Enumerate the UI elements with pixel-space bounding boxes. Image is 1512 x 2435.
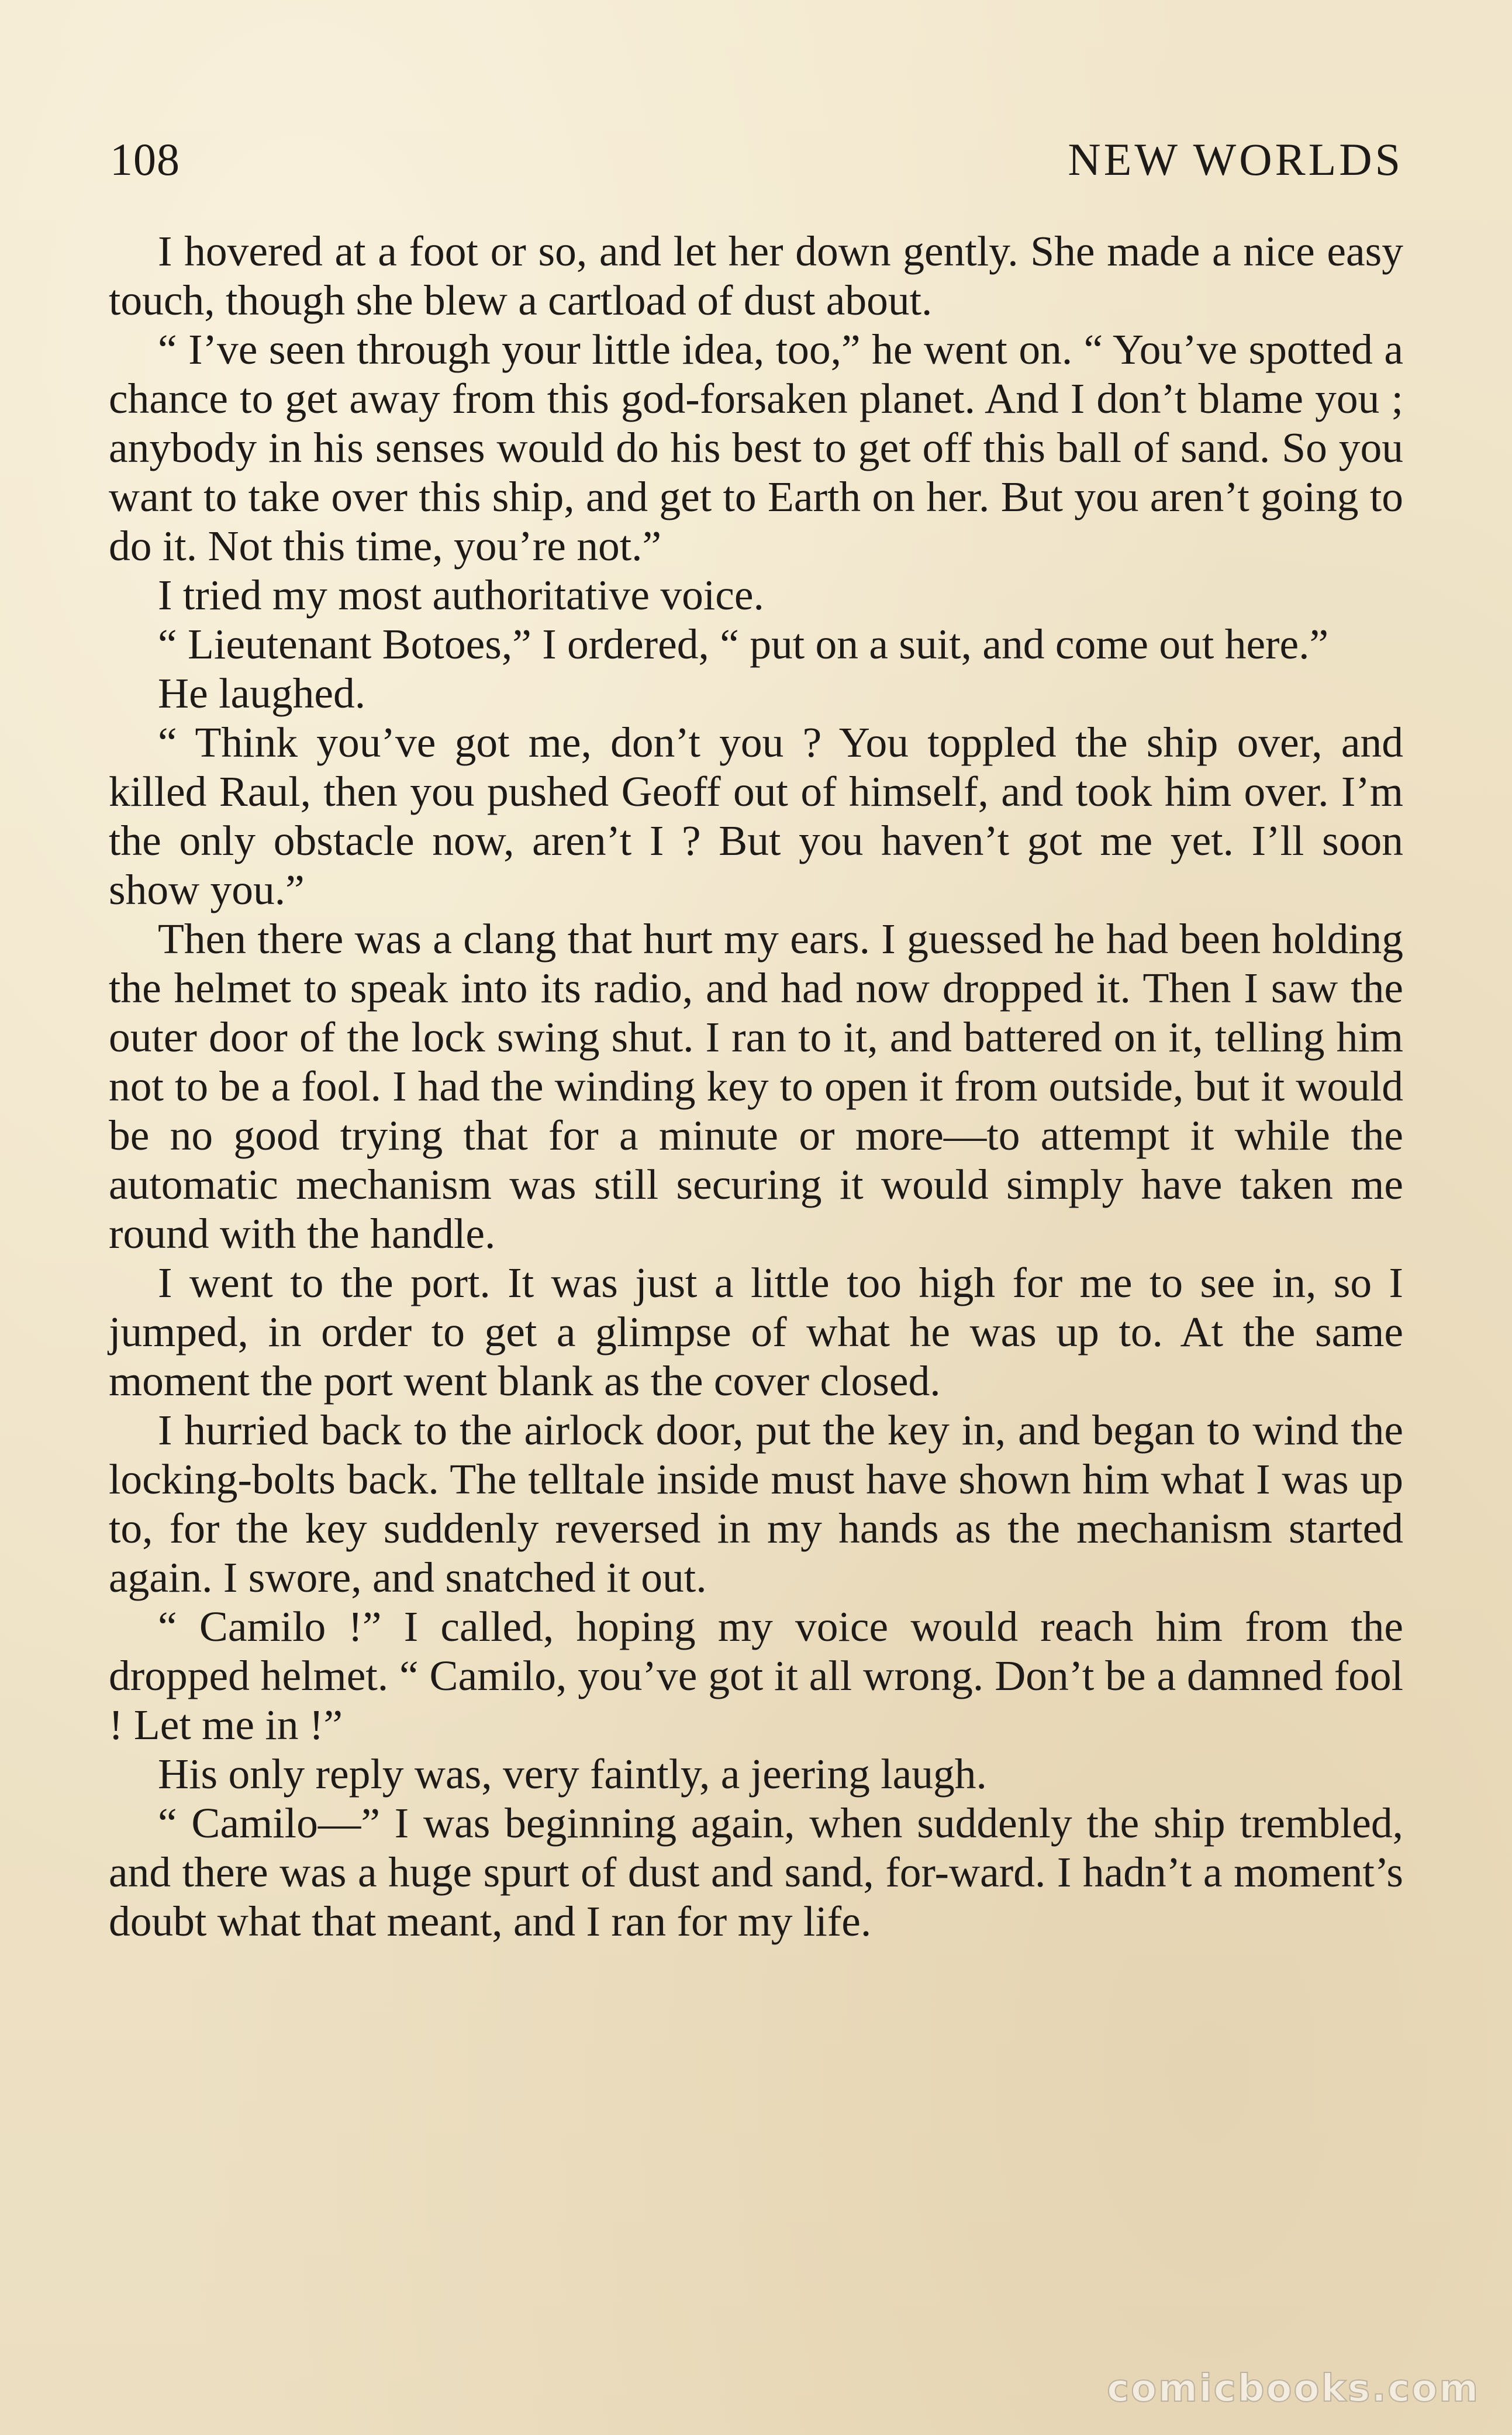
paragraph: He laughed. [158,670,366,717]
paragraph: Then there was a clang that hurt my ears. I guessed he had been holding the helmet to speak into its radio, and had now dropped it. Then I saw the outer door of the lock swing shut. I ran to it, and battered on it, telling him not to be a fool. I had the winding key to open it from outside, but it would be no good trying that for a minute or more—to attempt it while the automatic mechanism was still securing it would simply have taken me round with the handle. [109,915,1403,1257]
body-text [109,227,1403,1946]
paragraph: “ Lieutenant Botoes,” I ordered, “ put on a suit, and come out here.” [158,620,1329,668]
running-title: NEW WORLDS [1068,134,1403,185]
paragraph: “ Camilo !” I called, hoping my voice would reach him from the dropped helmet. “ Camilo, you’ve got it all wrong. Don’t be a damned fool ! Let me in !” [109,1603,1403,1748]
paragraph: I hovered at a foot or so, and let her down gently. She made a nice easy touch, though she blew a cartload of dust about. [109,227,1403,324]
paragraph: I went to the port. It was just a little too high for me to see in, so I jumped, in order to get a glimpse of what he was up to. At the same moment the port went blank as the cover closed. [109,1259,1403,1405]
paragraph: I tried my most authoritative voice. [158,571,764,619]
paragraph: “ Camilo—” I was beginning again, when suddenly the ship trembled, and there was a huge spurt of dust and sand, for-ward. I hadn’t a moment’s doubt what that meant, and I ran for my life. [109,1799,1403,1945]
paragraph: I hurried back to the airlock door, put the key in, and began to wind the locking-bolts back. The telltale inside must have shown him what I was up to, for the key suddenly reversed in my hands as the mechanism started again. I swore, and snatched it out. [109,1406,1403,1601]
paragraph: His only reply was, very faintly, a jeering laugh. [158,1750,987,1798]
paragraph: “ I’ve seen through your little idea, too,” he went on. “ You’ve spotted a chance to get away from this god-forsaken planet. And I don’t blame you ; anybody in his senses would do his best to get off this ball of sand. So you want to take over this ship, and get to Earth on her. But you aren’t going to do it. Not this time, you’re not.” [109,326,1403,570]
page-header [110,127,1403,192]
page-number: 108 [110,134,180,185]
watermark: comicbooks.com [1107,2367,1480,2410]
paragraph: “ Think you’ve got me, don’t you ? You toppled the ship over, and killed Raul, then you pushed Geoff out of himself, and took him over. I’m the only obstacle now, aren’t I ? But you haven’t got me yet. I’ll soon show you.” [109,719,1403,913]
